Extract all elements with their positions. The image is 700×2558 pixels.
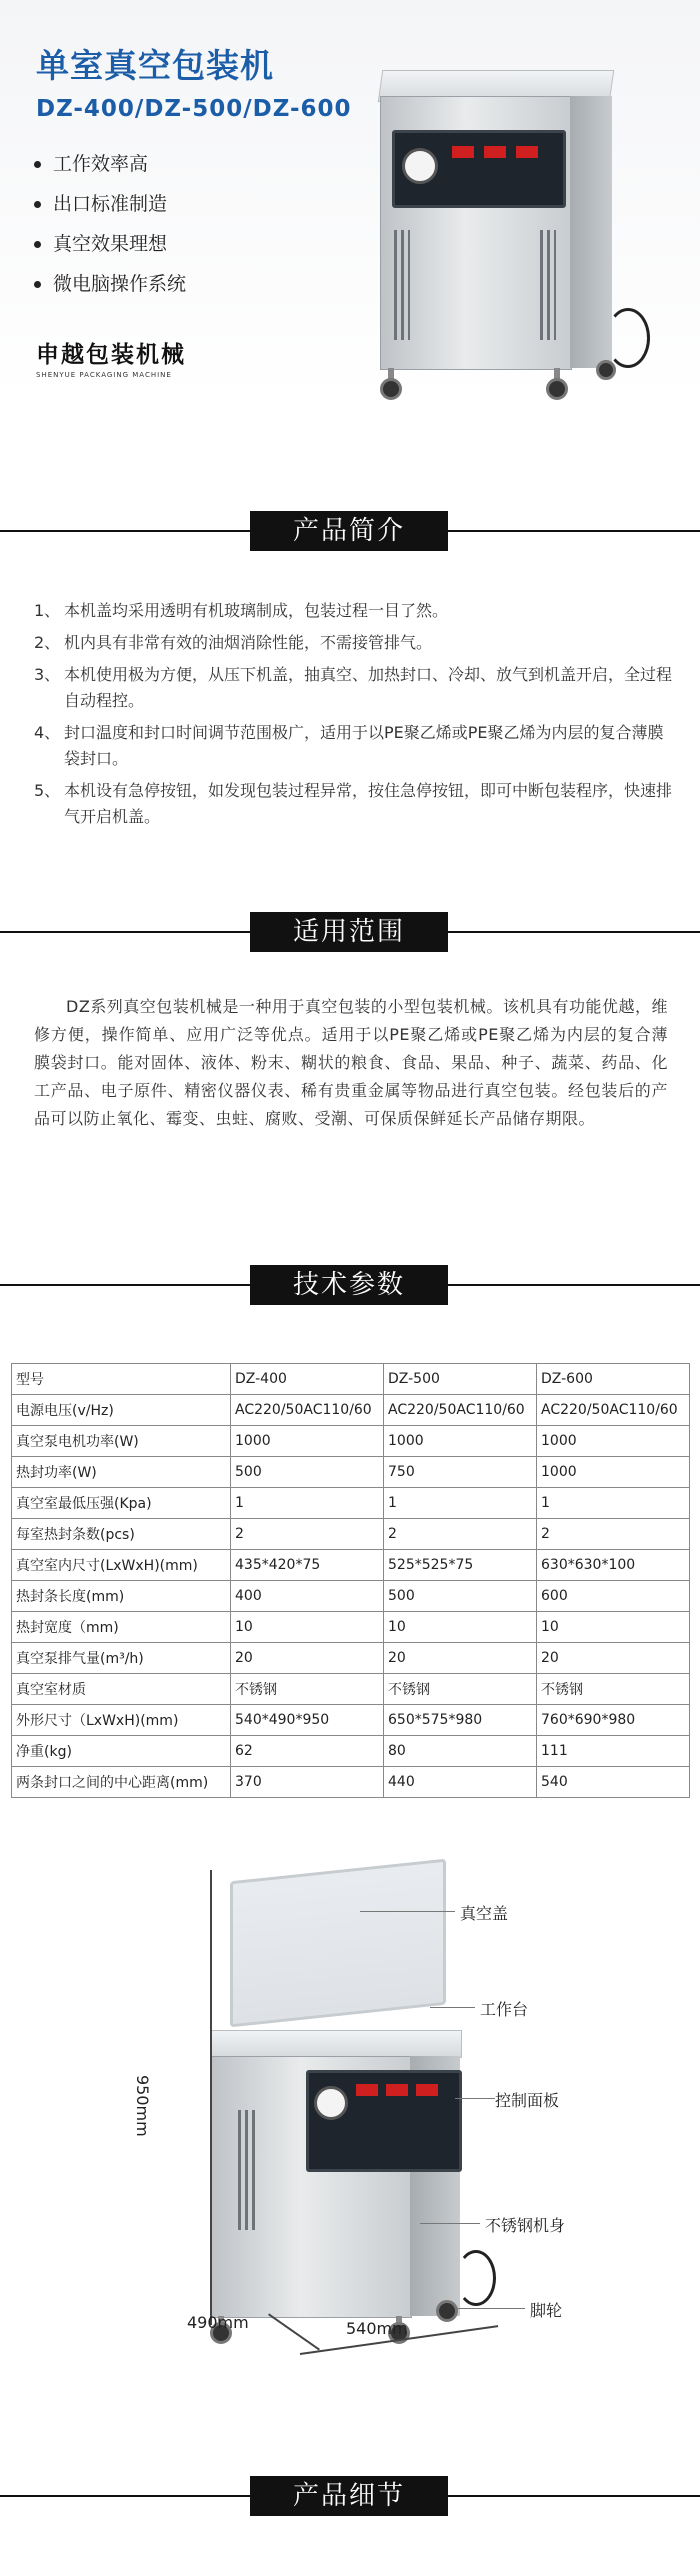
section-header-details: [0, 2476, 700, 2516]
spec-value-cell: 440: [384, 1767, 537, 1798]
spec-value-cell: 111: [537, 1736, 690, 1767]
spec-value-cell: 1000: [537, 1457, 690, 1488]
list-item: 5、 本机设有急停按钮，如发现包装过程异常，按住急停按钮，即可中断包装程序，快速排气开启机盖。: [34, 781, 673, 826]
spec-value-cell: 不锈钢: [537, 1674, 690, 1705]
spec-value-cell: 600: [537, 1581, 690, 1612]
table-row: [12, 1643, 690, 1674]
section-header-scope: [0, 912, 700, 952]
spec-label-cell: 外形尺寸（LxWxH)(mm): [12, 1705, 231, 1736]
height-label: 950mm: [133, 2075, 152, 2137]
table-row: [12, 1488, 690, 1519]
display-icon: [416, 2084, 438, 2096]
hero-banner: [0, 0, 700, 400]
callout-line: [420, 2223, 480, 2224]
display-icon: [484, 146, 506, 158]
display-icon: [356, 2084, 378, 2096]
display-icon: [452, 146, 474, 158]
caster-icon: [380, 378, 402, 400]
spec-value-cell: 750: [384, 1457, 537, 1488]
spec-label-cell: 真空泵排气量(m³/h): [12, 1643, 231, 1674]
table-row: [12, 1767, 690, 1798]
spec-value-cell: 62: [231, 1736, 384, 1767]
feature-list: [34, 150, 186, 310]
spec-value-cell: DZ-400: [231, 1364, 384, 1395]
section-header-intro: [0, 511, 700, 551]
spec-value-cell: 540*490*950: [231, 1705, 384, 1736]
spec-table: [11, 1363, 690, 1798]
spec-label-cell: 净重(kg): [12, 1736, 231, 1767]
spec-value-cell: 1000: [384, 1426, 537, 1457]
caster-icon: [436, 2300, 458, 2322]
spec-value-cell: 525*525*75: [384, 1550, 537, 1581]
vacuum-lid: [230, 1859, 446, 2028]
spec-label-cell: 真空室最低压强(Kpa): [12, 1488, 231, 1519]
bullet-icon: [34, 241, 41, 248]
feature-item: 真空效果理想: [34, 230, 186, 270]
brand-logo: [36, 336, 186, 379]
spec-value-cell: 1: [384, 1488, 537, 1519]
section-title: 产品细节: [250, 2476, 448, 2516]
spec-value-cell: 2: [384, 1519, 537, 1550]
table-row: [12, 1581, 690, 1612]
table-row: [12, 1705, 690, 1736]
spec-value-cell: 370: [231, 1767, 384, 1798]
work-table: [210, 2030, 462, 2058]
scope-paragraph: DZ系列真空包装机械是一种用于真空包装的小型包装机械。该机具有功能优越，维修方便，操作简单、应用广泛等优点。适用于以PE聚乙烯或PE聚乙烯为内层的复合薄膜袋封口。能对固体、液体、粉末、糊状的粮食、食品、果品、种子、蔬菜、药品、化工产品、电子原件、精密仪器仪表、稀有贵重金属等物品进行真空包装。经包装后的产品可以防止氧化、霉变、虫蛀、腐败、受潮、可保质保鲜延长产品储存期限。: [34, 997, 668, 1128]
table-row: [12, 1364, 690, 1395]
pressure-gauge-icon: [314, 2086, 348, 2120]
spec-label-cell: 热封条长度(mm): [12, 1581, 231, 1612]
callout-line: [455, 2098, 495, 2099]
product-title: 单室真空包装机: [36, 46, 274, 85]
width-label: 540mm: [346, 2319, 408, 2338]
spec-value-cell: DZ-500: [384, 1364, 537, 1395]
spec-value-cell: 435*420*75: [231, 1550, 384, 1581]
spec-value-cell: 400: [231, 1581, 384, 1612]
feature-item: 出口标准制造: [34, 190, 186, 230]
spec-label-cell: 真空室内尺寸(LxWxH)(mm): [12, 1550, 231, 1581]
section-title: 技术参数: [250, 1265, 448, 1305]
intro-list: [34, 598, 674, 836]
table-row: [12, 1736, 690, 1767]
spec-value-cell: 20: [231, 1643, 384, 1674]
section-header-specs: [0, 1265, 700, 1305]
feature-item: 微电脑操作系统: [34, 270, 186, 310]
table-row: [12, 1395, 690, 1426]
spec-value-cell: 80: [384, 1736, 537, 1767]
callout-casters: 脚轮: [530, 2301, 563, 2320]
spec-value-cell: 1: [537, 1488, 690, 1519]
list-item: 1、 本机盖均采用透明有机玻璃制成，包装过程一目了然。: [34, 601, 449, 620]
table-row: [12, 1457, 690, 1488]
spec-value-cell: 1: [231, 1488, 384, 1519]
list-item: 2、 机内具有非常有效的油烟消除性能，不需接管排气。: [34, 633, 433, 652]
callout-work-table: 工作台: [480, 2000, 529, 2019]
pressure-gauge-icon: [402, 148, 438, 184]
spec-value-cell: 2: [231, 1519, 384, 1550]
brand-name: 申越包装机械: [36, 342, 186, 368]
spec-label-cell: 真空泵电机功率(W): [12, 1426, 231, 1457]
power-cord-icon: [456, 2250, 496, 2306]
spec-value-cell: 2: [537, 1519, 690, 1550]
spec-value-cell: 500: [231, 1457, 384, 1488]
caster-icon: [546, 378, 568, 400]
spec-value-cell: 1000: [537, 1426, 690, 1457]
spec-value-cell: AC220/50AC110/60: [231, 1395, 384, 1426]
spec-value-cell: 10: [384, 1612, 537, 1643]
spec-label-cell: 两条封口之间的中心距离(mm): [12, 1767, 231, 1798]
spec-value-cell: 不锈钢: [384, 1674, 537, 1705]
table-row: [12, 1674, 690, 1705]
callout-control-panel: 控制面板: [495, 2091, 560, 2110]
spec-value-cell: 650*575*980: [384, 1705, 537, 1736]
spec-value-cell: AC220/50AC110/60: [537, 1395, 690, 1426]
depth-label: 490mm: [187, 2313, 249, 2332]
display-icon: [516, 146, 538, 158]
spec-value-cell: 1000: [231, 1426, 384, 1457]
list-item: 4、 封口温度和封口时间调节范围极广，适用于以PE聚乙烯或PE聚乙烯为内层的复合薄膜袋封口。: [34, 723, 664, 768]
spec-label-cell: 每室热封条数(pcs): [12, 1519, 231, 1550]
spec-value-cell: 不锈钢: [231, 1674, 384, 1705]
list-item: 3、 本机使用极为方便，从压下机盖，抽真空、加热封口、冷却、放气到机盖开启，全过程自动程控。: [34, 665, 673, 710]
spec-value-cell: AC220/50AC110/60: [384, 1395, 537, 1426]
spec-value-cell: 630*630*100: [537, 1550, 690, 1581]
bullet-icon: [34, 201, 41, 208]
machine-photo: [380, 60, 660, 400]
callout-line: [360, 1911, 455, 1912]
dimension-diagram: [0, 1845, 700, 2355]
spec-value-cell: 20: [384, 1643, 537, 1674]
spec-value-cell: 20: [537, 1643, 690, 1674]
bullet-icon: [34, 281, 41, 288]
callout-steel-body: 不锈钢机身: [485, 2216, 566, 2235]
spec-value-cell: 10: [537, 1612, 690, 1643]
spec-value-cell: DZ-600: [537, 1364, 690, 1395]
callout-vacuum-lid: 真空盖: [460, 1904, 509, 1923]
spec-label-cell: 型号: [12, 1364, 231, 1395]
spec-value-cell: 10: [231, 1612, 384, 1643]
callout-line: [430, 2007, 475, 2008]
table-row: [12, 1612, 690, 1643]
height-dimension-line: [210, 1870, 212, 2325]
table-row: [12, 1426, 690, 1457]
power-cord-icon: [606, 308, 650, 368]
spec-value-cell: 540: [537, 1767, 690, 1798]
section-title: 适用范围: [250, 912, 448, 952]
vent-icon: [540, 230, 556, 340]
table-row: [12, 1519, 690, 1550]
table-row: [12, 1550, 690, 1581]
section-title: 产品简介: [250, 511, 448, 551]
vent-icon: [394, 230, 410, 340]
product-models: DZ-400/DZ-500/DZ-600: [36, 96, 352, 122]
feature-item: 工作效率高: [34, 150, 186, 190]
spec-label-cell: 热封功率(W): [12, 1457, 231, 1488]
bullet-icon: [34, 161, 41, 168]
brand-name-en: SHENYUE PACKAGING MACHINE: [36, 371, 172, 379]
spec-value-cell: 760*690*980: [537, 1705, 690, 1736]
caster-icon: [596, 360, 616, 380]
machine-photo: [210, 1870, 490, 2330]
vent-icon: [238, 2110, 258, 2230]
spec-label-cell: 电源电压(v/Hz): [12, 1395, 231, 1426]
spec-value-cell: 500: [384, 1581, 537, 1612]
display-icon: [386, 2084, 408, 2096]
spec-label-cell: 热封宽度（mm): [12, 1612, 231, 1643]
callout-line: [455, 2308, 525, 2309]
spec-label-cell: 真空室材质: [12, 1674, 231, 1705]
machine-side: [570, 96, 612, 368]
